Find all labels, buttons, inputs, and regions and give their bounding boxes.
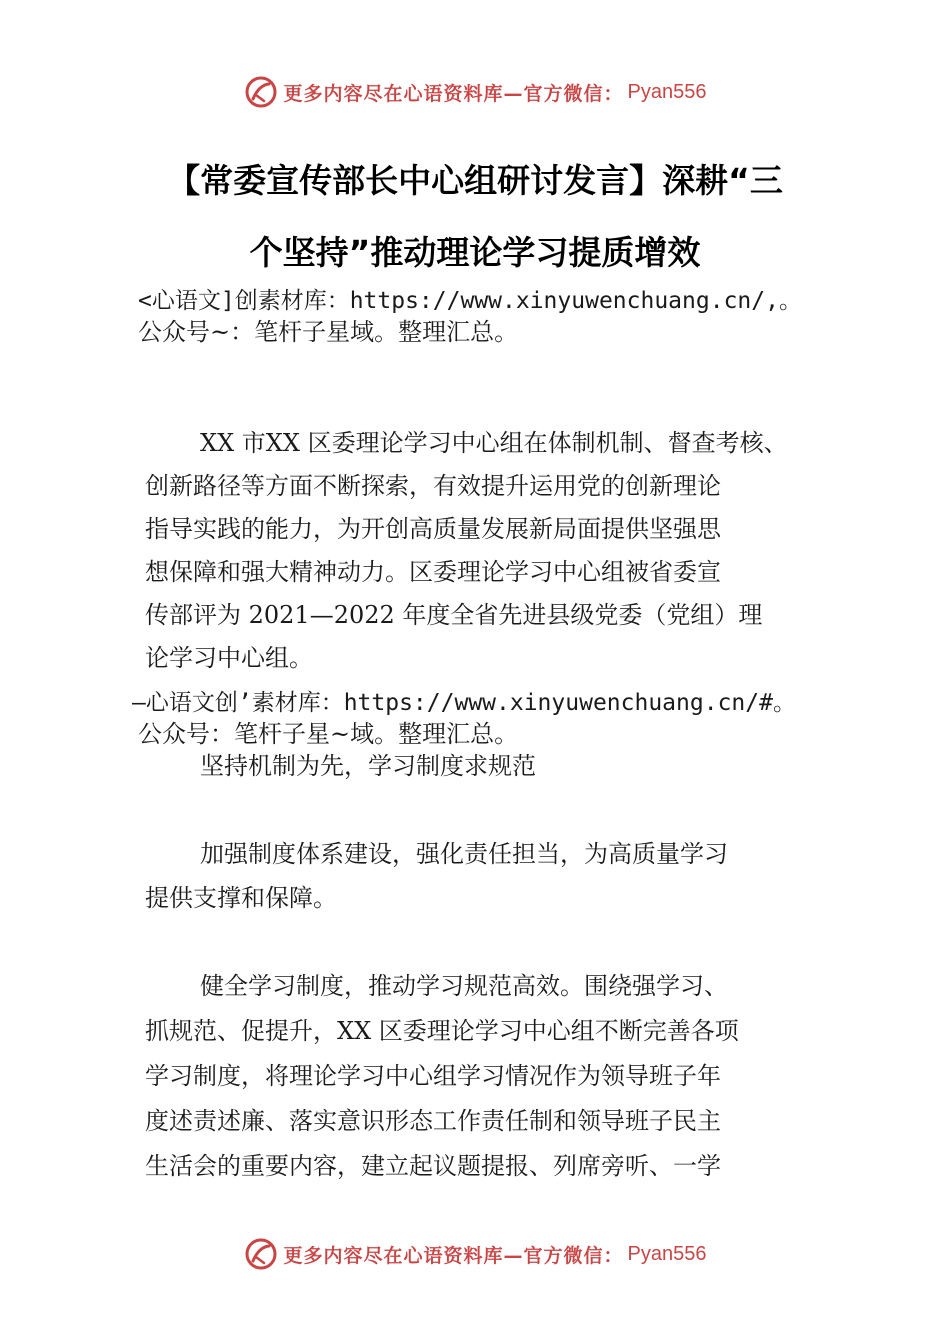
paragraph-1-line: 传部评为 2021—2022 年度全省先进县级党委（党组）理 — [145, 601, 763, 629]
paragraph-3-line: 度述责述廉、落实意识形态工作责任制和领导班子民主 — [145, 1107, 721, 1135]
document-title-line-1: 【常委宣传部长中心组研讨发言】深耕“三 — [167, 161, 783, 200]
brush-seal-icon — [244, 1237, 278, 1271]
source-note-2-line-1: —心语文创’素材库：https://www.xinyuwenchuang.cn/#。 — [132, 690, 796, 716]
footer-banner — [0, 1232, 950, 1276]
paragraph-3-line: 学习制度，将理论学习中心组学习情况作为领导班子年 — [145, 1062, 721, 1090]
paragraph-3-line: 抓规范、促提升，XX 区委理论学习中心组不断完善各项 — [145, 1017, 739, 1045]
section-heading: 坚持机制为先，学习制度求规范 — [200, 752, 536, 780]
paragraph-1-line: 想保障和强大精神动力。区委理论学习中心组被省委宣 — [145, 558, 721, 586]
source-note-2-line-2: 公众号：笔杆子星~域。整理汇总。 — [138, 720, 519, 748]
brush-seal-icon — [244, 75, 278, 109]
paragraph-1-line: 创新路径等方面不断探索，有效提升运用党的创新理论 — [145, 472, 721, 500]
banner-text: 更多内容尽在心语资料库—官方微信： — [283, 82, 624, 105]
banner-text: 更多内容尽在心语资料库—官方微信： — [283, 1244, 624, 1267]
source-note-1-line-1: <心语文]创素材库：https://www.xinyuwenchuang.cn/,。 — [138, 288, 802, 314]
banner-wechat-id: Pyan556 — [627, 80, 707, 103]
paragraph-3-line: 生活会的重要内容，建立起议题提报、列席旁听、一学 — [145, 1152, 721, 1180]
header-banner — [0, 70, 950, 114]
document-title-line-2: 个坚持”推动理论学习提质增效 — [249, 233, 701, 272]
paragraph-1-line: XX 市XX 区委理论学习中心组在体制机制、督查考核、 — [200, 429, 788, 457]
paragraph-2-line: 加强制度体系建设，强化责任担当，为高质量学习 — [200, 840, 728, 868]
paragraph-3-line: 健全学习制度，推动学习规范高效。围绕强学习、 — [200, 972, 728, 1000]
source-note-1-line-2: 公众号~：笔杆子星域。整理汇总。 — [138, 318, 519, 346]
banner-wechat-id: Pyan556 — [627, 1242, 707, 1265]
paragraph-1-line: 论学习中心组。 — [145, 644, 313, 672]
paragraph-2-line: 提供支撑和保障。 — [145, 884, 337, 912]
paragraph-1-line: 指导实践的能力，为开创高质量发展新局面提供坚强思 — [145, 515, 721, 543]
